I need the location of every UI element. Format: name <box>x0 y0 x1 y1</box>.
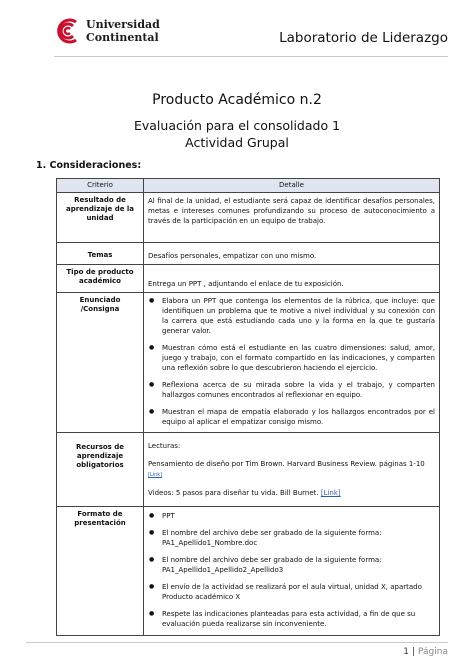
table-header-row <box>57 179 440 193</box>
list-item: ● Muestran cómo está el estudiante en las cuatro dimensiones: salud, amor, juego y trabajo, con el formato compartido en las indicaciones, y comparten una reflexión sobre lo que descubrieron haciendo el ejercicio. <box>162 343 435 373</box>
video-link[interactable]: [Link] <box>320 489 341 497</box>
row-formato-list-cell <box>144 507 440 636</box>
enunciado-list <box>148 296 435 427</box>
university-logo <box>54 18 160 48</box>
list-item: ● PPT <box>162 511 435 521</box>
table-row <box>57 507 440 636</box>
consideraciones-table <box>56 178 440 636</box>
page-number: 1 <box>403 647 409 657</box>
row-text-temas: Desafíos personales, empatizar con uno mismo. <box>144 243 440 265</box>
recursos-video-text: Videos: 5 pasos para diseñar tu vida. Bill Burnet. <box>148 489 319 497</box>
row-label-temas: Temas <box>57 243 144 265</box>
formato-list <box>148 511 435 629</box>
table-row <box>57 265 440 293</box>
lectura-link[interactable]: [Link] <box>148 472 163 478</box>
table-row <box>57 433 440 507</box>
list-item: ● Reflexiona acerca de su mirada sobre la vida y el trabajo, y comparten hallazgos comunes encontrados al reflexionar en equipo. <box>162 380 435 400</box>
row-enunciado-list-cell <box>144 293 440 433</box>
row-label-formato: Formato de presentación <box>57 507 144 636</box>
list-item: ● El nombre del archivo debe ser grabado de la siguiente forma: PA1_Apellido1_Nombre.doc <box>162 528 435 548</box>
row-text-tipo <box>144 265 440 293</box>
section-heading: 1. Consideraciones: <box>36 160 142 171</box>
row-label-resultado: Resultado de aprendizaje de la unidad <box>57 193 144 243</box>
list-item: ● El nombre del archivo debe ser grabado de la siguiente forma: PA1_Apellido1_Apellido2_Apellido3 <box>162 555 435 575</box>
page-word: Página <box>418 647 448 657</box>
table-row <box>57 193 440 243</box>
header-course-title: Laboratorio de Liderazgo <box>279 30 448 46</box>
row-label-tipo: Tipo de producto académico <box>57 265 144 293</box>
document-title: Producto Académico n.2 <box>152 92 322 108</box>
table-row <box>57 243 440 265</box>
footer-separator: | <box>411 647 416 657</box>
footer-divider <box>26 642 448 643</box>
tipo-text: Entrega un PPT , adjuntando el enlace de tu exposición. <box>148 280 344 288</box>
list-item: ● Muestran el mapa de empatía elaborado y los hallazgos encontrados por el equipo al aplicar el empatizar consigo mismo. <box>162 407 435 427</box>
row-label-enunciado: Enunciado /Consigna <box>57 293 144 433</box>
document-subtitle-evaluacion: Evaluación para el consolidado 1 <box>133 118 341 133</box>
university-logo-icon <box>54 18 80 44</box>
column-header-criterio: Criterio <box>57 179 144 193</box>
university-name-line1: Universidad <box>86 18 160 31</box>
row-label-recursos: Recursos de aprendizaje obligatorios <box>57 433 144 507</box>
page-footer <box>403 647 448 657</box>
recursos-lectura-text: Pensamiento de diseño por Tim Brown. Harvard Business Review. páginas 1-10 <box>148 460 425 468</box>
recursos-video <box>148 488 435 498</box>
table-row <box>57 293 440 433</box>
column-header-detalle: Detalle <box>144 179 440 193</box>
list-item: ● El envío de la actividad se realizará por el aula virtual, unidad X, apartado Producto académico X <box>162 582 435 602</box>
recursos-heading: Lecturas: <box>148 442 181 450</box>
list-item: ● Elabora un PPT que contenga los elementos de la rúbrica, que incluye: que identifiquen un problema que te motive a nivel individual y su conexión con la carrera que está estudiando cada uno y la forma en la que te gustaría generar valor. <box>162 296 435 336</box>
list-item: ● Respete las indicaciones planteadas para esta actividad, a fin de que su evaluación pueda realizarse sin inconveniente. <box>162 609 435 629</box>
row-recursos-cell <box>144 433 440 507</box>
header-divider <box>54 56 448 57</box>
recursos-lectura <box>148 459 435 480</box>
document-subtitle-actividad: Actividad Grupal <box>185 135 289 150</box>
university-name-line2: Continental <box>86 31 159 44</box>
row-text-resultado: Al final de la unidad, el estudiante será capaz de identificar desafíos personales, metas e intereses comunes profundizando su proceso de autoconocimiento a través de la participación en un equipo de trabajo. <box>144 193 440 243</box>
